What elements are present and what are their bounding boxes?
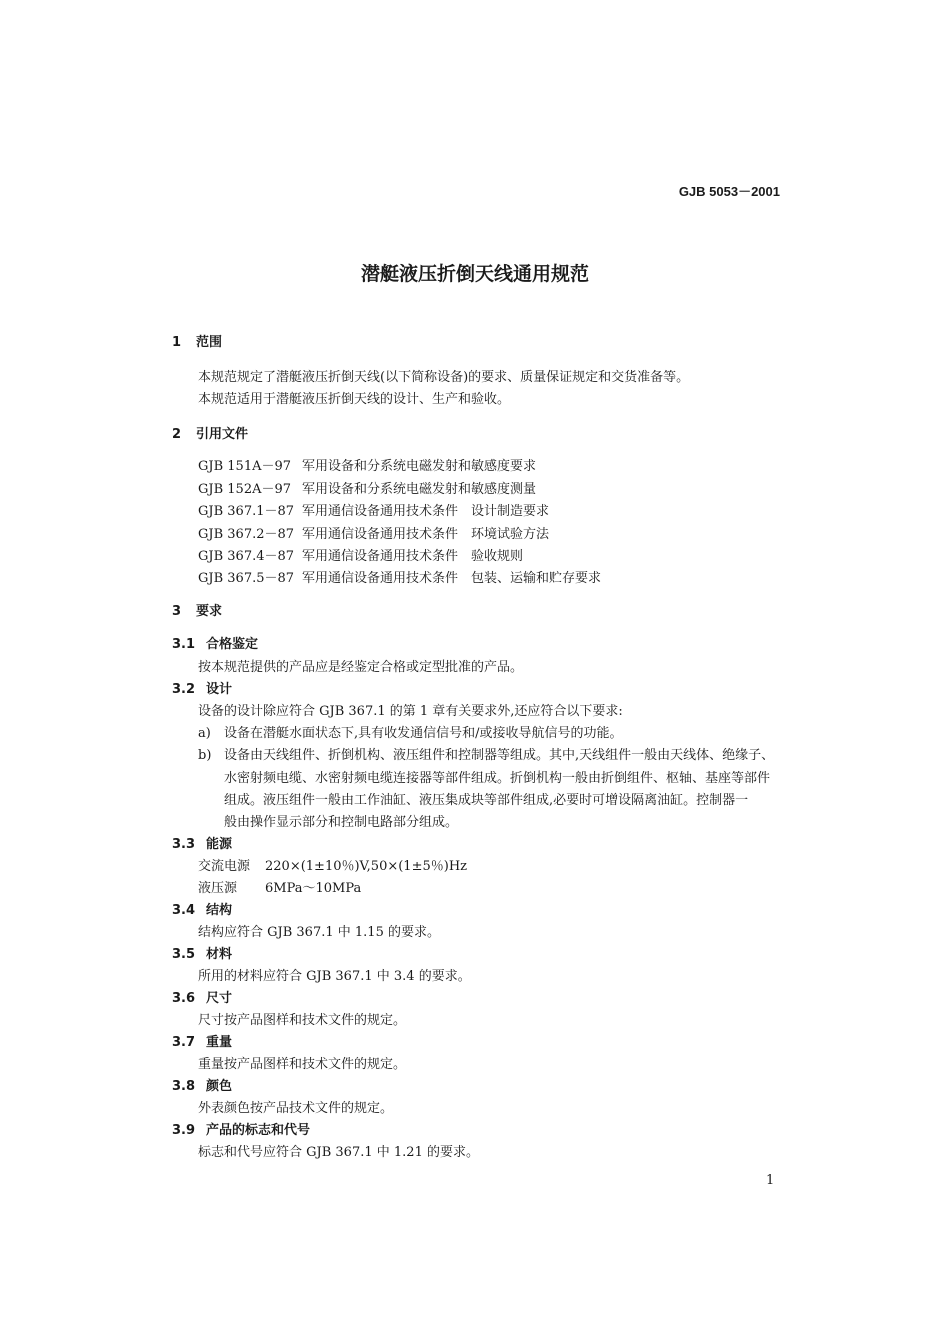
section-number: 2 <box>172 427 182 442</box>
subsection-title: 能源 <box>206 837 233 852</box>
subsection-number: 3.8 <box>172 1079 196 1094</box>
subsection-number: 3.6 <box>172 991 196 1006</box>
reference-code: GJB 367.2－87 <box>198 527 295 542</box>
section-1-heading <box>172 334 222 352</box>
reference-item <box>198 503 549 521</box>
subsection-title: 尺寸 <box>206 991 233 1006</box>
section-number: 3 <box>172 604 182 619</box>
reference-code: GJB 367.4－87 <box>198 549 295 564</box>
subsection-title: 重量 <box>206 1035 233 1050</box>
reference-name: 军用通信设备通用技术条件 设计制造要求 <box>302 504 550 519</box>
document-title: 潜艇液压折倒天线通用规范 <box>360 263 589 285</box>
list-text: 设备由天线组件、折倒机构、液压组件和控制器等组成。其中,天线组件一般由天线体、绝缘子、 <box>224 748 775 763</box>
reference-code: GJB 367.1－87 <box>198 504 295 519</box>
subsection-3-4-heading <box>172 902 232 920</box>
hydraulic-power-label: 液压源 <box>198 881 238 896</box>
list-text-continued: 组成。液压组件一般由工作油缸、液压集成块等部件组成,必要时可增设隔离油缸。控制器一 <box>224 793 749 808</box>
subsection-3-2-heading <box>172 681 232 699</box>
paragraph: 设备的设计除应符合 GJB 367.1 的第 1 章有关要求外,还应符合以下要求: <box>198 704 623 719</box>
reference-name: 军用通信设备通用技术条件 验收规则 <box>302 549 524 564</box>
subsection-number: 3.2 <box>172 682 196 697</box>
section-3-heading <box>172 603 222 621</box>
list-item-b <box>198 747 774 765</box>
subsection-number: 3.9 <box>172 1123 196 1138</box>
standard-code: GJB 5053－2001 <box>678 184 780 199</box>
paragraph: 尺寸按产品图样和技术文件的规定。 <box>198 1013 407 1028</box>
section-title: 引用文件 <box>196 427 249 442</box>
subsection-title: 结构 <box>206 903 233 918</box>
reference-item <box>198 526 549 544</box>
section-number: 1 <box>172 335 182 350</box>
paragraph: 按本规范提供的产品应是经鉴定合格或定型批准的产品。 <box>198 660 524 675</box>
paragraph: 本规范规定了潜艇液压折倒天线(以下简称设备)的要求、质量保证规定和交货准备等。 <box>198 370 690 385</box>
reference-item <box>198 570 601 588</box>
subsection-3-5-heading <box>172 946 232 964</box>
reference-item <box>198 458 536 476</box>
section-title: 要求 <box>196 604 223 619</box>
list-text-continued: 水密射频电缆、水密射频电缆连接器等部件组成。折倒机构一般由折倒组件、枢轴、基座等部件 <box>224 771 771 786</box>
section-2-heading <box>172 426 248 444</box>
ac-power-label: 交流电源 <box>198 859 251 874</box>
reference-name: 军用设备和分系统电磁发射和敏感度要求 <box>302 459 537 474</box>
list-text-continued: 般由操作显示部分和控制电路部分组成。 <box>224 815 459 830</box>
list-marker: a) <box>198 726 211 741</box>
reference-code: GJB 152A－97 <box>198 482 292 497</box>
subsection-title: 颜色 <box>206 1079 233 1094</box>
reference-name: 军用通信设备通用技术条件 环境试验方法 <box>302 527 550 542</box>
subsection-number: 3.3 <box>172 837 196 852</box>
subsection-3-3-heading <box>172 836 232 854</box>
subsection-3-9-heading <box>172 1122 310 1140</box>
subsection-number: 3.1 <box>172 637 196 652</box>
reference-name: 军用通信设备通用技术条件 包装、运输和贮存要求 <box>302 571 602 586</box>
list-marker: b) <box>198 748 212 763</box>
subsection-title: 合格鉴定 <box>206 637 259 652</box>
reference-name: 军用设备和分系统电磁发射和敏感度测量 <box>302 482 537 497</box>
paragraph: 本规范适用于潜艇液压折倒天线的设计、生产和验收。 <box>198 392 511 407</box>
page-number: 1 <box>766 1173 775 1188</box>
subsection-3-6-heading <box>172 990 232 1008</box>
subsection-number: 3.5 <box>172 947 196 962</box>
subsection-title: 设计 <box>206 682 233 697</box>
subsection-3-1-heading <box>172 636 258 654</box>
subsection-3-7-heading <box>172 1034 232 1052</box>
reference-item <box>198 548 523 566</box>
list-item-a <box>198 725 623 743</box>
reference-code: GJB 367.5－87 <box>198 571 295 586</box>
subsection-title: 材料 <box>206 947 233 962</box>
paragraph: 重量按产品图样和技术文件的规定。 <box>198 1057 407 1072</box>
subsection-number: 3.7 <box>172 1035 196 1050</box>
subsection-title: 产品的标志和代号 <box>206 1123 311 1138</box>
paragraph: 外表颜色按产品技术文件的规定。 <box>198 1101 394 1116</box>
paragraph: 结构应符合 GJB 367.1 中 1.15 的要求。 <box>198 925 440 940</box>
paragraph: 标志和代号应符合 GJB 367.1 中 1.21 的要求。 <box>198 1145 479 1160</box>
paragraph: 所用的材料应符合 GJB 367.1 中 3.4 的要求。 <box>198 969 471 984</box>
reference-code: GJB 151A－97 <box>198 459 292 474</box>
power-ac-row <box>198 858 467 876</box>
subsection-3-8-heading <box>172 1078 232 1096</box>
list-text: 设备在潜艇水面状态下,具有收发通信信号和/或接收导航信号的功能。 <box>224 726 623 741</box>
section-title: 范围 <box>196 335 223 350</box>
hydraulic-power-value: 6MPa～10MPa <box>265 881 362 896</box>
subsection-number: 3.4 <box>172 903 196 918</box>
power-hydraulic-row <box>198 880 361 898</box>
reference-item <box>198 481 536 499</box>
ac-power-value: 220×(1±10％)V,50×(1±5％)Hz <box>265 859 468 874</box>
